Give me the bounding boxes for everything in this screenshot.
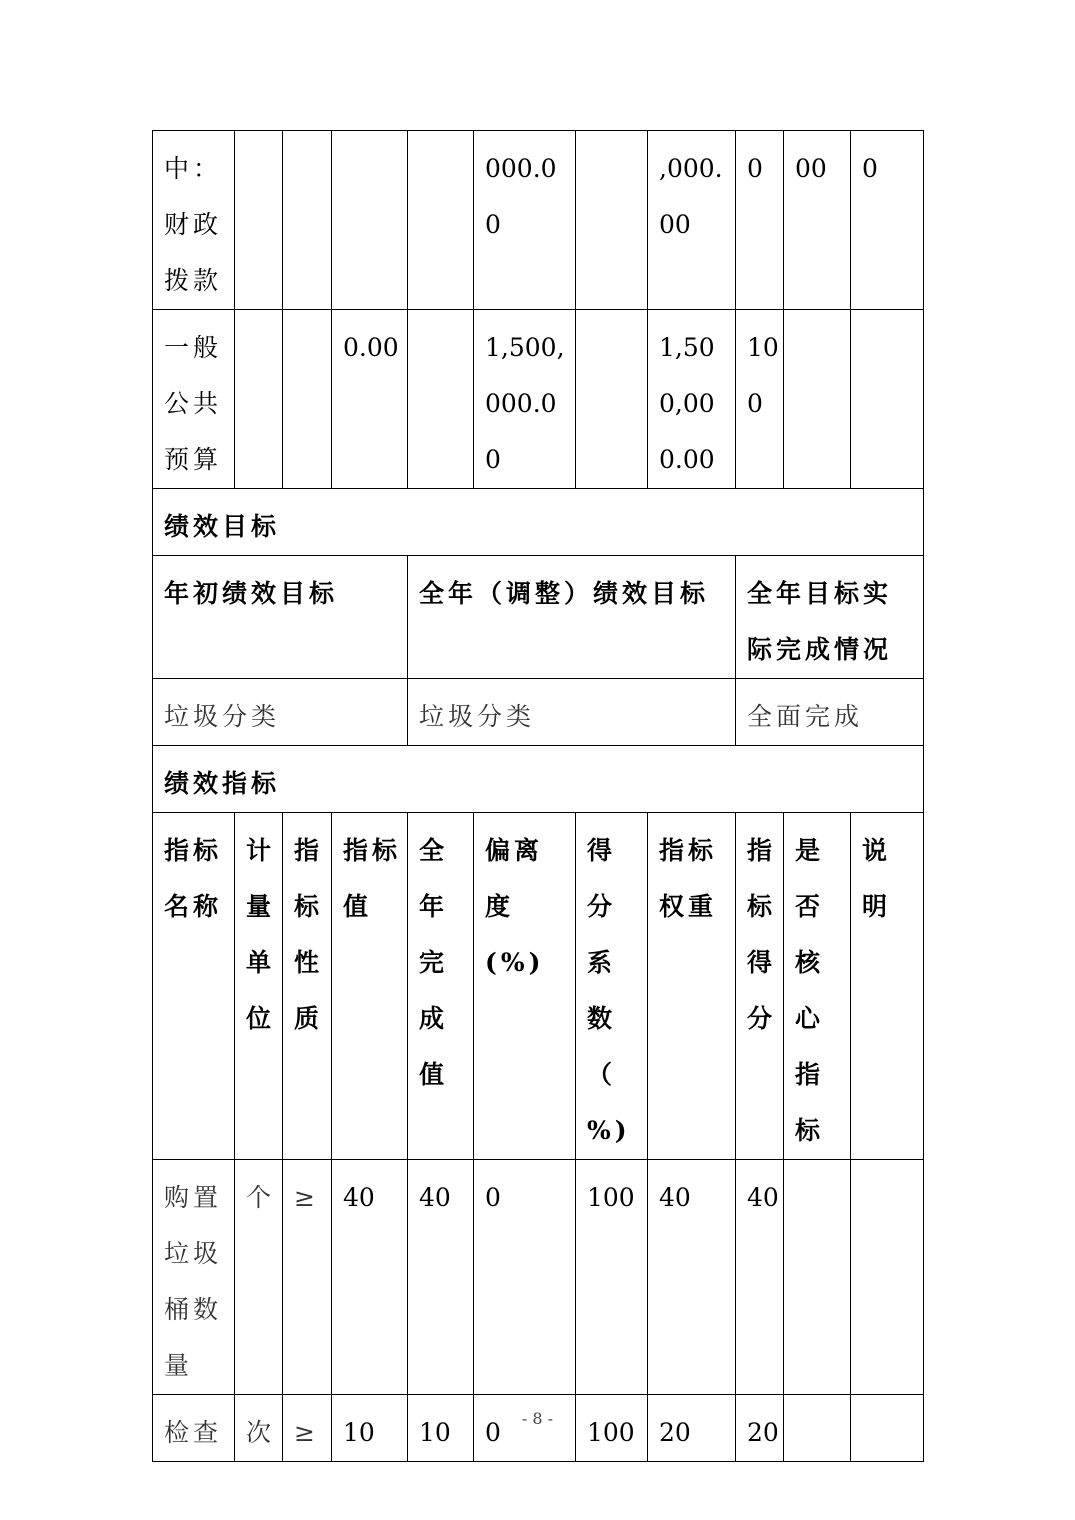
- indicator-target: 40: [332, 1160, 408, 1395]
- goal-actual: 全面完成: [736, 679, 924, 746]
- header-indicator-name: 指标名称: [153, 813, 235, 1160]
- indicator-is-core: [784, 1160, 851, 1395]
- fin-cell: [235, 310, 283, 489]
- fin-cell: [235, 131, 283, 310]
- header-completed-value: 全年完成值: [408, 813, 474, 1160]
- header-deviation: 偏离度(%): [474, 813, 576, 1160]
- goal-initial: 垃圾分类: [153, 679, 408, 746]
- table-row: [153, 1395, 924, 1462]
- fin-cell: ,000.00: [648, 131, 736, 310]
- header-notes: 说明: [851, 813, 924, 1160]
- indicators-section-title: 绩效指标: [153, 746, 924, 813]
- indicator-notes: [851, 1160, 924, 1395]
- indicator-nature: ≥: [283, 1160, 332, 1395]
- fin-cell: 00: [784, 131, 851, 310]
- fin-cell: 0: [851, 131, 924, 310]
- fin-cell: 1,500,000.00: [474, 310, 576, 489]
- goals-section-row: [153, 489, 924, 556]
- fin-cell: [408, 310, 474, 489]
- fin-cell: [784, 310, 851, 489]
- header-target-value: 指标值: [332, 813, 408, 1160]
- fin-cell: [408, 131, 474, 310]
- indicator-unit: 次: [235, 1395, 283, 1462]
- goal-header-adjusted: 全年（调整）绩效目标: [408, 556, 736, 679]
- indicator-nature: ≥: [283, 1395, 332, 1462]
- performance-table: [152, 130, 924, 1462]
- funding-row-general-budget: [153, 310, 924, 489]
- fin-cell: [576, 310, 648, 489]
- fin-cell: 0.00: [332, 310, 408, 489]
- indicator-target: 10: [332, 1395, 408, 1462]
- indicator-deviation: 0: [474, 1395, 576, 1462]
- indicator-completed: 10: [408, 1395, 474, 1462]
- fin-name-cell: 一般 公共 预算: [153, 310, 235, 489]
- header-unit: 计量单位: [235, 813, 283, 1160]
- fin-cell: 0: [736, 131, 784, 310]
- indicator-completed: 40: [408, 1160, 474, 1395]
- fin-cell: [576, 131, 648, 310]
- indicator-weight: 20: [648, 1395, 736, 1462]
- indicators-section-row: [153, 746, 924, 813]
- indicator-weight: 40: [648, 1160, 736, 1395]
- header-score-coefficient: 得分系数（%): [576, 813, 648, 1160]
- goals-row: [153, 679, 924, 746]
- page-number: - 8 -: [521, 1409, 554, 1428]
- indicator-coefficient: 100: [576, 1395, 648, 1462]
- goals-header-row: [153, 556, 924, 679]
- header-weight: 指标权重: [648, 813, 736, 1160]
- fin-cell: [332, 131, 408, 310]
- goal-header-actual: 全年目标实际完成情况: [736, 556, 924, 679]
- funding-row-fiscal: [153, 131, 924, 310]
- header-score: 指标得分: [736, 813, 784, 1160]
- goal-header-initial: 年初绩效目标: [153, 556, 408, 679]
- fin-cell: [283, 310, 332, 489]
- table-row: [153, 1160, 924, 1395]
- indicator-coefficient: 100: [576, 1160, 648, 1395]
- indicator-is-core: [784, 1395, 851, 1462]
- fin-name-cell: 中： 财政 拨款: [153, 131, 235, 310]
- fin-cell: [851, 310, 924, 489]
- indicator-name: 购置垃圾桶数量: [153, 1160, 235, 1395]
- indicator-notes: [851, 1395, 924, 1462]
- indicator-unit: 个: [235, 1160, 283, 1395]
- fin-cell: 100: [736, 310, 784, 489]
- indicator-header-row: [153, 813, 924, 1160]
- indicator-score: 20: [736, 1395, 784, 1462]
- header-is-core: 是否核心指标: [784, 813, 851, 1160]
- indicator-deviation: 0: [474, 1160, 576, 1395]
- goal-adjusted: 垃圾分类: [408, 679, 736, 746]
- indicator-score: 40: [736, 1160, 784, 1395]
- header-nature: 指标性质: [283, 813, 332, 1160]
- fin-cell: [283, 131, 332, 310]
- indicator-name: 检查: [153, 1395, 235, 1462]
- goals-section-title: 绩效目标: [153, 489, 924, 556]
- fin-cell: 1,500,000.00: [648, 310, 736, 489]
- fin-cell: 000.00: [474, 131, 576, 310]
